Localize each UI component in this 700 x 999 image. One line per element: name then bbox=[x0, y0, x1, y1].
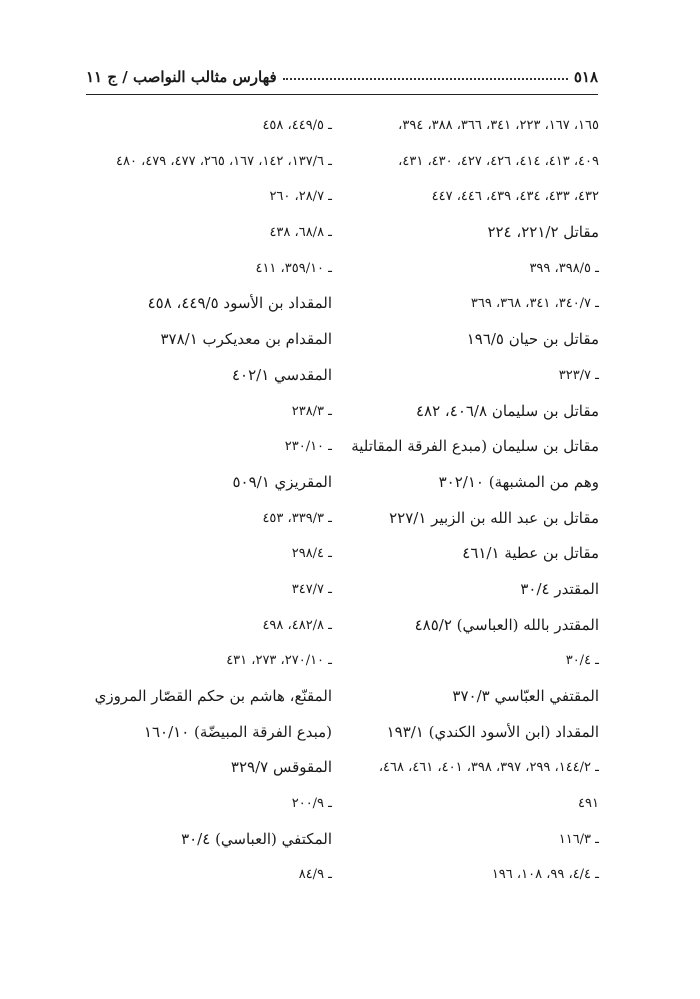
index-entry: ـ ١٤٤/٢، ٢٩٩، ٣٩٧، ٣٩٨، ٤٠١، ٤٦١، ٤٦٨، bbox=[378, 760, 599, 776]
index-entry: ـ ٢٣٠/١٠ bbox=[284, 439, 332, 455]
index-entry: ـ ٢٠٠/٩ bbox=[291, 796, 332, 812]
index-entry: المقتفي العبّاسي ٣٧٠/٣ bbox=[452, 687, 599, 705]
index-entry: مقاتل بن سليمان (مبدع الفرقة المقاتلية bbox=[351, 437, 599, 456]
index-entry: ـ ٢٨/٧، ٢٦٠ bbox=[269, 189, 332, 205]
index-entry: ـ ٤/٤، ٩٩، ١٠٨، ١٩٦ bbox=[491, 867, 599, 883]
index-entry: ـ ٢٣٨/٣ bbox=[291, 403, 332, 419]
index-entry: ٤٩١ bbox=[578, 796, 599, 812]
index-entry: وهم من المشبهة) ٣٠٢/١٠ bbox=[438, 472, 599, 491]
index-entry: ـ ٤٨٢/٨، ٤٩٨ bbox=[262, 617, 332, 633]
running-header bbox=[86, 62, 598, 86]
index-entry: ـ ٢٧٠/١٠، ٢٧٣، ٤٣١ bbox=[226, 653, 332, 669]
index-entry: ـ ٦٨/٨، ٤٣٨ bbox=[269, 225, 332, 241]
leader-dots bbox=[283, 78, 568, 80]
index-entry: ـ ٣٢٣/٧ bbox=[558, 367, 599, 383]
index-entry: ـ ٣٣٩/٣، ٤٥٣ bbox=[262, 510, 332, 526]
index-entry: مقاتل ٢٢١/٢، ٢٢٤ bbox=[487, 223, 599, 242]
index-column-left bbox=[82, 108, 332, 893]
index-entry: المقنّع، هاشم بن حكم القصّار المروزي bbox=[94, 687, 332, 705]
index-entry: المقتدر ٣٠/٤ bbox=[520, 579, 599, 598]
index-entry: مقاتل بن عبد الله بن الزبير ٢٢٧/١ bbox=[389, 508, 599, 527]
index-entry: المقدسي ٤٠٢/١ bbox=[232, 365, 332, 384]
index-entry: ـ ٨٤/٩ bbox=[298, 867, 332, 883]
index-entry: ـ ٣٤٠/٧، ٣٤١، ٣٦٨، ٣٦٩ bbox=[470, 296, 599, 312]
index-entry: ـ ٣٤٧/٧ bbox=[291, 581, 332, 597]
index-entry: المقدام بن معديكرب ٣٧٨/١ bbox=[160, 330, 332, 349]
header-rule bbox=[86, 94, 598, 95]
index-entry: ـ ٣٥٩/١٠، ٤١١ bbox=[255, 260, 332, 276]
index-entry: ـ ١٣٧/٦، ١٤٢، ١٦٧، ٢٦٥، ٤٧٧، ٤٧٩، ٤٨٠ bbox=[116, 153, 332, 169]
page-number: ٥١٨ bbox=[573, 68, 598, 86]
index-entry: مقاتل بن سليمان ٤٠٦/٨، ٤٨٢ bbox=[415, 401, 599, 420]
index-column-right bbox=[349, 108, 599, 893]
index-entry: المقوقس ٣٢٩/٧ bbox=[230, 758, 332, 777]
running-title: فهارس مثالب النواصب / ج ١١ bbox=[86, 68, 277, 86]
index-entry: ـ ١١٦/٣ bbox=[558, 831, 599, 847]
index-entry: ٤٠٩، ٤١٣، ٤١٤، ٤٢٦، ٤٢٧، ٤٣٠، ٤٣١، bbox=[398, 153, 599, 169]
index-entry: ـ ٢٩٨/٤ bbox=[291, 546, 332, 562]
index-entry: المكتفي (العباسي) ٣٠/٤ bbox=[181, 829, 332, 848]
index-entry: المقتدر بالله (العباسي) ٤٨٥/٢ bbox=[414, 615, 599, 634]
index-entry: ـ ٣٠/٤ bbox=[565, 653, 599, 669]
index-entry: مقاتل بن عطية ٤٦١/١ bbox=[462, 544, 599, 563]
index-entry: ١٦٥، ١٦٧، ٢٢٣، ٣٤١، ٣٦٦، ٣٨٨، ٣٩٤، bbox=[398, 118, 599, 133]
index-entry: المقداد (ابن الأسود الكندي) ١٩٣/١ bbox=[386, 722, 599, 741]
index-entry: مقاتل بن حيان ١٩٦/٥ bbox=[466, 330, 599, 349]
index-entry: المقريزي ٥٠٩/١ bbox=[232, 472, 332, 491]
index-entry: المقداد بن الأسود ٤٤٩/٥، ٤٥٨ bbox=[147, 294, 332, 313]
index-entry: ٤٣٢، ٤٣٣، ٤٣٤، ٤٣٩، ٤٤٦، ٤٤٧ bbox=[431, 189, 599, 205]
index-entry: (مبدع الفرقة المبيضّة) ١٦٠/١٠ bbox=[143, 722, 332, 741]
index-entry: ـ ٣٩٨/٥، ٣٩٩ bbox=[529, 260, 599, 276]
index-entry: ـ ٤٤٩/٥، ٤٥٨ bbox=[262, 118, 332, 133]
